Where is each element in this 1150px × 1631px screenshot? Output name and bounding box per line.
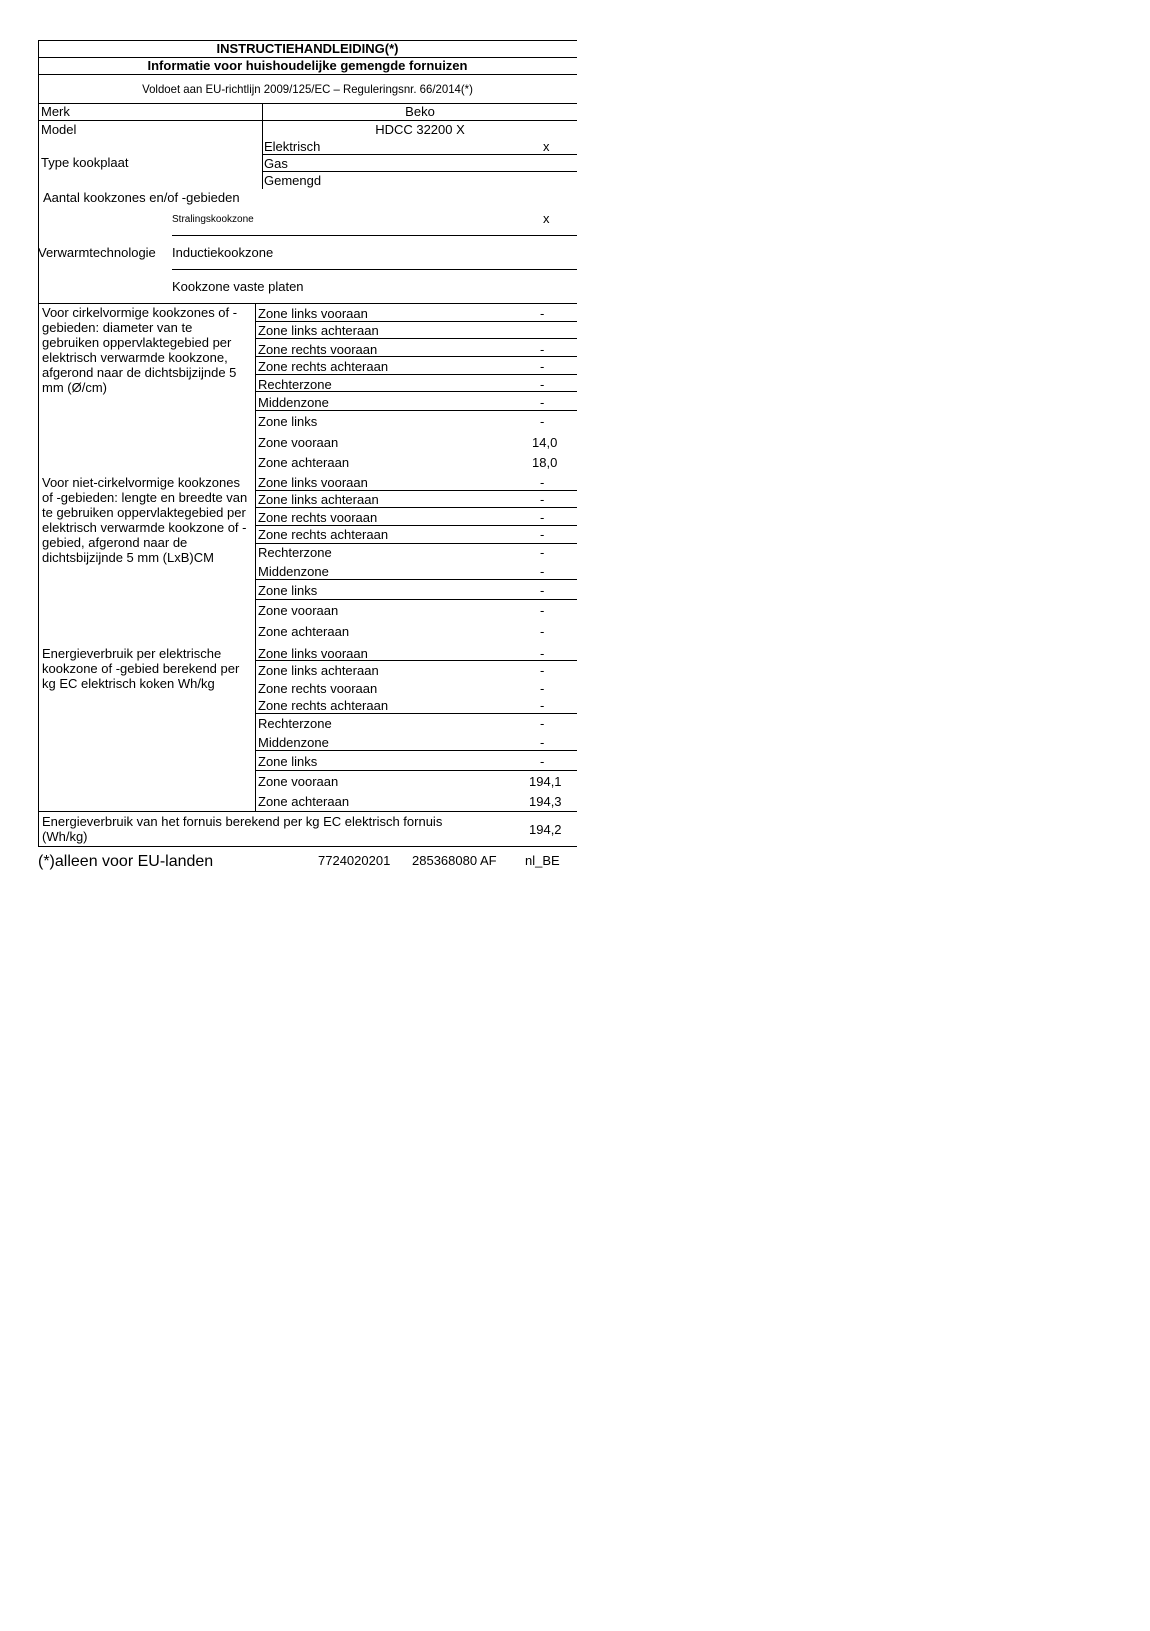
heating-tech-option: Inductiekookzone [172,245,274,260]
column-divider [255,303,256,811]
zone-value: - [540,624,545,639]
divider [255,543,577,544]
zone-name: Zone rechts vooraan [258,681,378,696]
heating-tech-option: Kookzone vaste platen [172,279,304,294]
zone-name: Zone achteraan [258,455,350,470]
zone-name: Zone links [258,414,318,429]
heating-tech-mark: x [543,211,550,226]
zone-name: Zone rechts achteraan [258,359,389,374]
zone-name: Zone achteraan [258,794,350,809]
sheet-title: INSTRUCTIEHANDLEIDING(*) [216,41,399,56]
divider [255,750,577,751]
heating-tech-option: Stralingskookzone [172,214,254,225]
brand-label: Merk [41,104,70,119]
zone-name: Zone links [258,754,318,769]
noncircular-zones-label: Voor niet-cirkelvormige kookzones of -gebieden: lengte en breedte van te gebruiken oppervlaktegebied per elektrisch verwarmde kookzone of -gebied, afgerond naar de dichtsbijzijnde 5 mm (LxB)CM [42,475,248,565]
divider [255,374,577,375]
zone-name: Zone achteraan [258,624,350,639]
divider [255,599,577,600]
zone-value: - [540,306,545,321]
zone-name: Zone links vooraan [258,646,368,661]
zone-name: Zone links achteraan [258,323,379,338]
divider [38,846,577,847]
column-divider [262,103,263,189]
zone-name: Zone rechts vooraan [258,342,378,357]
directive-note: Voldoet aan EU-richtlijn 2009/125/EC – Reguleringsnr. 66/2014(*) [142,82,473,96]
zone-name: Rechterzone [258,716,332,731]
zone-energy-label: Energieverbruik per elektrische kookzone of -gebied berekend per kg EC elektrisch koken Wh/kg [42,646,240,691]
divider [255,525,577,526]
zone-value: - [540,377,545,392]
divider [263,171,577,172]
divider [263,154,577,155]
divider [38,120,577,121]
zone-value: - [540,716,545,731]
total-energy-value: 194,2 [529,822,562,837]
zone-value: - [540,681,545,696]
zone-value: - [540,754,545,769]
zone-name: Zone vooraan [258,603,339,618]
zone-name: Zone vooraan [258,435,339,450]
zone-value: - [540,663,545,678]
zone-value: 194,1 [529,774,562,789]
zone-value: 18,0 [532,455,558,470]
divider [172,269,577,270]
zone-name: Zone links vooraan [258,475,368,490]
zone-name: Zone rechts achteraan [258,698,389,713]
circular-zones-label: Voor cirkelvormige kookzones of -gebieden: diameter van te gebruiken oppervlaktegebied per elektrisch verwarmde kookzone, afgerond naar de dichtsbijzijnde 5 mm (Ø/cm) [42,305,238,395]
eu-footnote: (*)alleen voor EU-landen [38,853,214,870]
heating-tech-label: Verwarmtechnologie [38,245,156,260]
zone-value: - [540,603,545,618]
divider [255,338,577,339]
divider [255,713,577,714]
hob-type-option: Elektrisch [264,139,321,154]
divider [255,770,577,771]
zone-value: - [540,646,545,661]
total-energy-label: Energieverbruik van het fornuis berekend per kg EC elektrisch fornuis (Wh/kg) [42,814,443,844]
hob-type-label: Type kookplaat [41,155,129,170]
zone-name: Middenzone [258,735,329,750]
zone-value: - [540,510,545,525]
zone-name: Middenzone [258,564,329,579]
zone-value: - [540,395,545,410]
divider [38,74,577,75]
hob-type-option: Gemengd [264,173,322,188]
zone-value: 194,3 [529,794,562,809]
divider [255,410,577,411]
zone-value: - [540,359,545,374]
locale-code: nl_BE [525,853,560,868]
brand-value: Beko [405,104,435,119]
model-label: Model [41,122,77,137]
zone-count-label: Aantal kookzones en/of -gebieden [43,190,240,205]
zone-value: - [540,342,545,357]
table-border-left [38,40,39,846]
document-code: 7724020201 [318,853,391,868]
divider [172,235,577,236]
zone-value: - [540,735,545,750]
divider [255,507,577,508]
zone-value: - [540,475,545,490]
article-code: 285368080 AF [412,853,497,868]
zone-name: Zone links vooraan [258,306,368,321]
divider [255,490,577,491]
hob-type-option: Gas [264,156,288,171]
divider [38,303,577,304]
zone-name: Zone rechts achteraan [258,527,389,542]
zone-name: Zone links achteraan [258,663,379,678]
zone-value: - [540,545,545,560]
zone-name: Zone vooraan [258,774,339,789]
divider [38,811,577,812]
zone-value: - [540,414,545,429]
zone-value: - [540,583,545,598]
divider [255,660,577,661]
zone-name: Rechterzone [258,377,332,392]
sheet-subtitle: Informatie voor huishoudelijke gemengde fornuizen [147,58,468,73]
zone-name: Rechterzone [258,545,332,560]
zone-name: Middenzone [258,395,329,410]
hob-type-mark: x [543,139,550,154]
zone-value: - [540,698,545,713]
zone-name: Zone links [258,583,318,598]
divider [255,391,577,392]
zone-name: Zone rechts vooraan [258,510,378,525]
divider [255,356,577,357]
zone-name: Zone links achteraan [258,492,379,507]
divider [255,579,577,580]
zone-value: - [540,492,545,507]
divider [255,321,577,322]
zone-value: - [540,564,545,579]
model-value: HDCC 32200 X [375,122,465,137]
zone-value: 14,0 [532,435,558,450]
zone-value: - [540,527,545,542]
